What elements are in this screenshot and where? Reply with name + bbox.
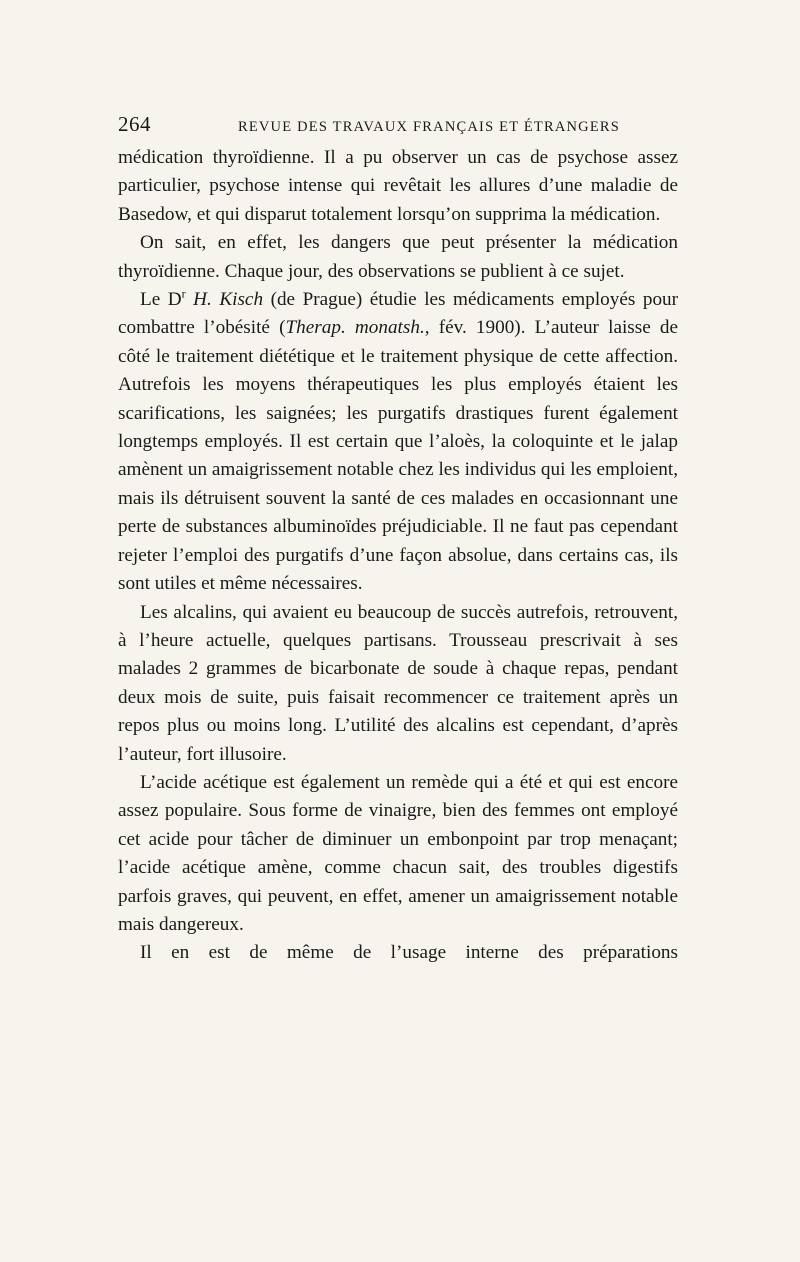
paragraph-2: On sait, en effet, les dangers que peut présenter la médication thyroïdienne. Chaque jour, des observations se publient à ce sujet. (118, 232, 678, 282)
paragraph-1: médication thyroïdienne. Il a pu observer un cas de psychose assez particulier, psychose intense qui revêtait les allures d’une maladie de Basedow, et qui disparut totalement lorsqu’on supprima la médication. (118, 147, 678, 225)
author-name: H. Kisch (193, 289, 264, 311)
paragraph-6: Il en est de même de l’usage interne des préparations (140, 942, 678, 964)
journal-title: Therap. monatsh. (285, 317, 425, 339)
running-head (118, 112, 678, 140)
text-run: , fév. 1900). L’auteur laisse de côté le traitement diététique et le traitement physique de cette affection. Autrefois les moyens thérapeutiques les plus employés étaient les scarifications, les saignées; les purgatifs drastiques furent également longtemps employés. Il est certain que l’aloès, la coloquinte et le jalap amènent un amaigrissement notable chez les individus qui les emploient, mais ils détruisent souvent la santé de ces malades en occasionnant une perte de substances albuminoïdes préjudiciable. Il ne faut pas cependant rejeter l’emploi des purgatifs d’une façon absolue, dans certains cas, ils sont utiles et même nécessaires. (118, 317, 679, 595)
text-run: (de Prague) étudie les médicaments employés pour combattre l’obésité ( (118, 289, 679, 339)
text-run: Le D (140, 289, 182, 311)
body-text (118, 144, 678, 968)
running-title: REVUE DES TRAVAUX FRANÇAIS ET ÉTRANGERS (237, 119, 621, 135)
superscript: r (181, 286, 186, 301)
paragraph-3 (118, 286, 678, 598)
paragraph-5: L’acide acétique est également un remède qui a été et qui est encore assez populaire. Sous forme de vinaigre, bien des femmes ont employé cet acide pour tâcher de diminuer un embonpoint par trop menaçant; l’acide acétique amène, comme chacun sait, des troubles digestifs parfois graves, qui peuvent, en effet, amener un amaigrissement notable mais dangereux. (118, 771, 678, 935)
book-page (118, 112, 678, 968)
page-number: 264 (118, 112, 151, 136)
paragraph-4: Les alcalins, qui avaient eu beaucoup de succès autrefois, retrouvent, à l’heure actuelle, quelques partisans. Trousseau prescrivait à ses malades 2 grammes de bicarbonate de soude à chaque repas, pendant deux mois de suite, puis faisait recommencer ce traitement après un repos plus ou moins long. L’utilité des alcalins est cependant, d’après l’auteur, fort illusoire. (118, 601, 678, 765)
